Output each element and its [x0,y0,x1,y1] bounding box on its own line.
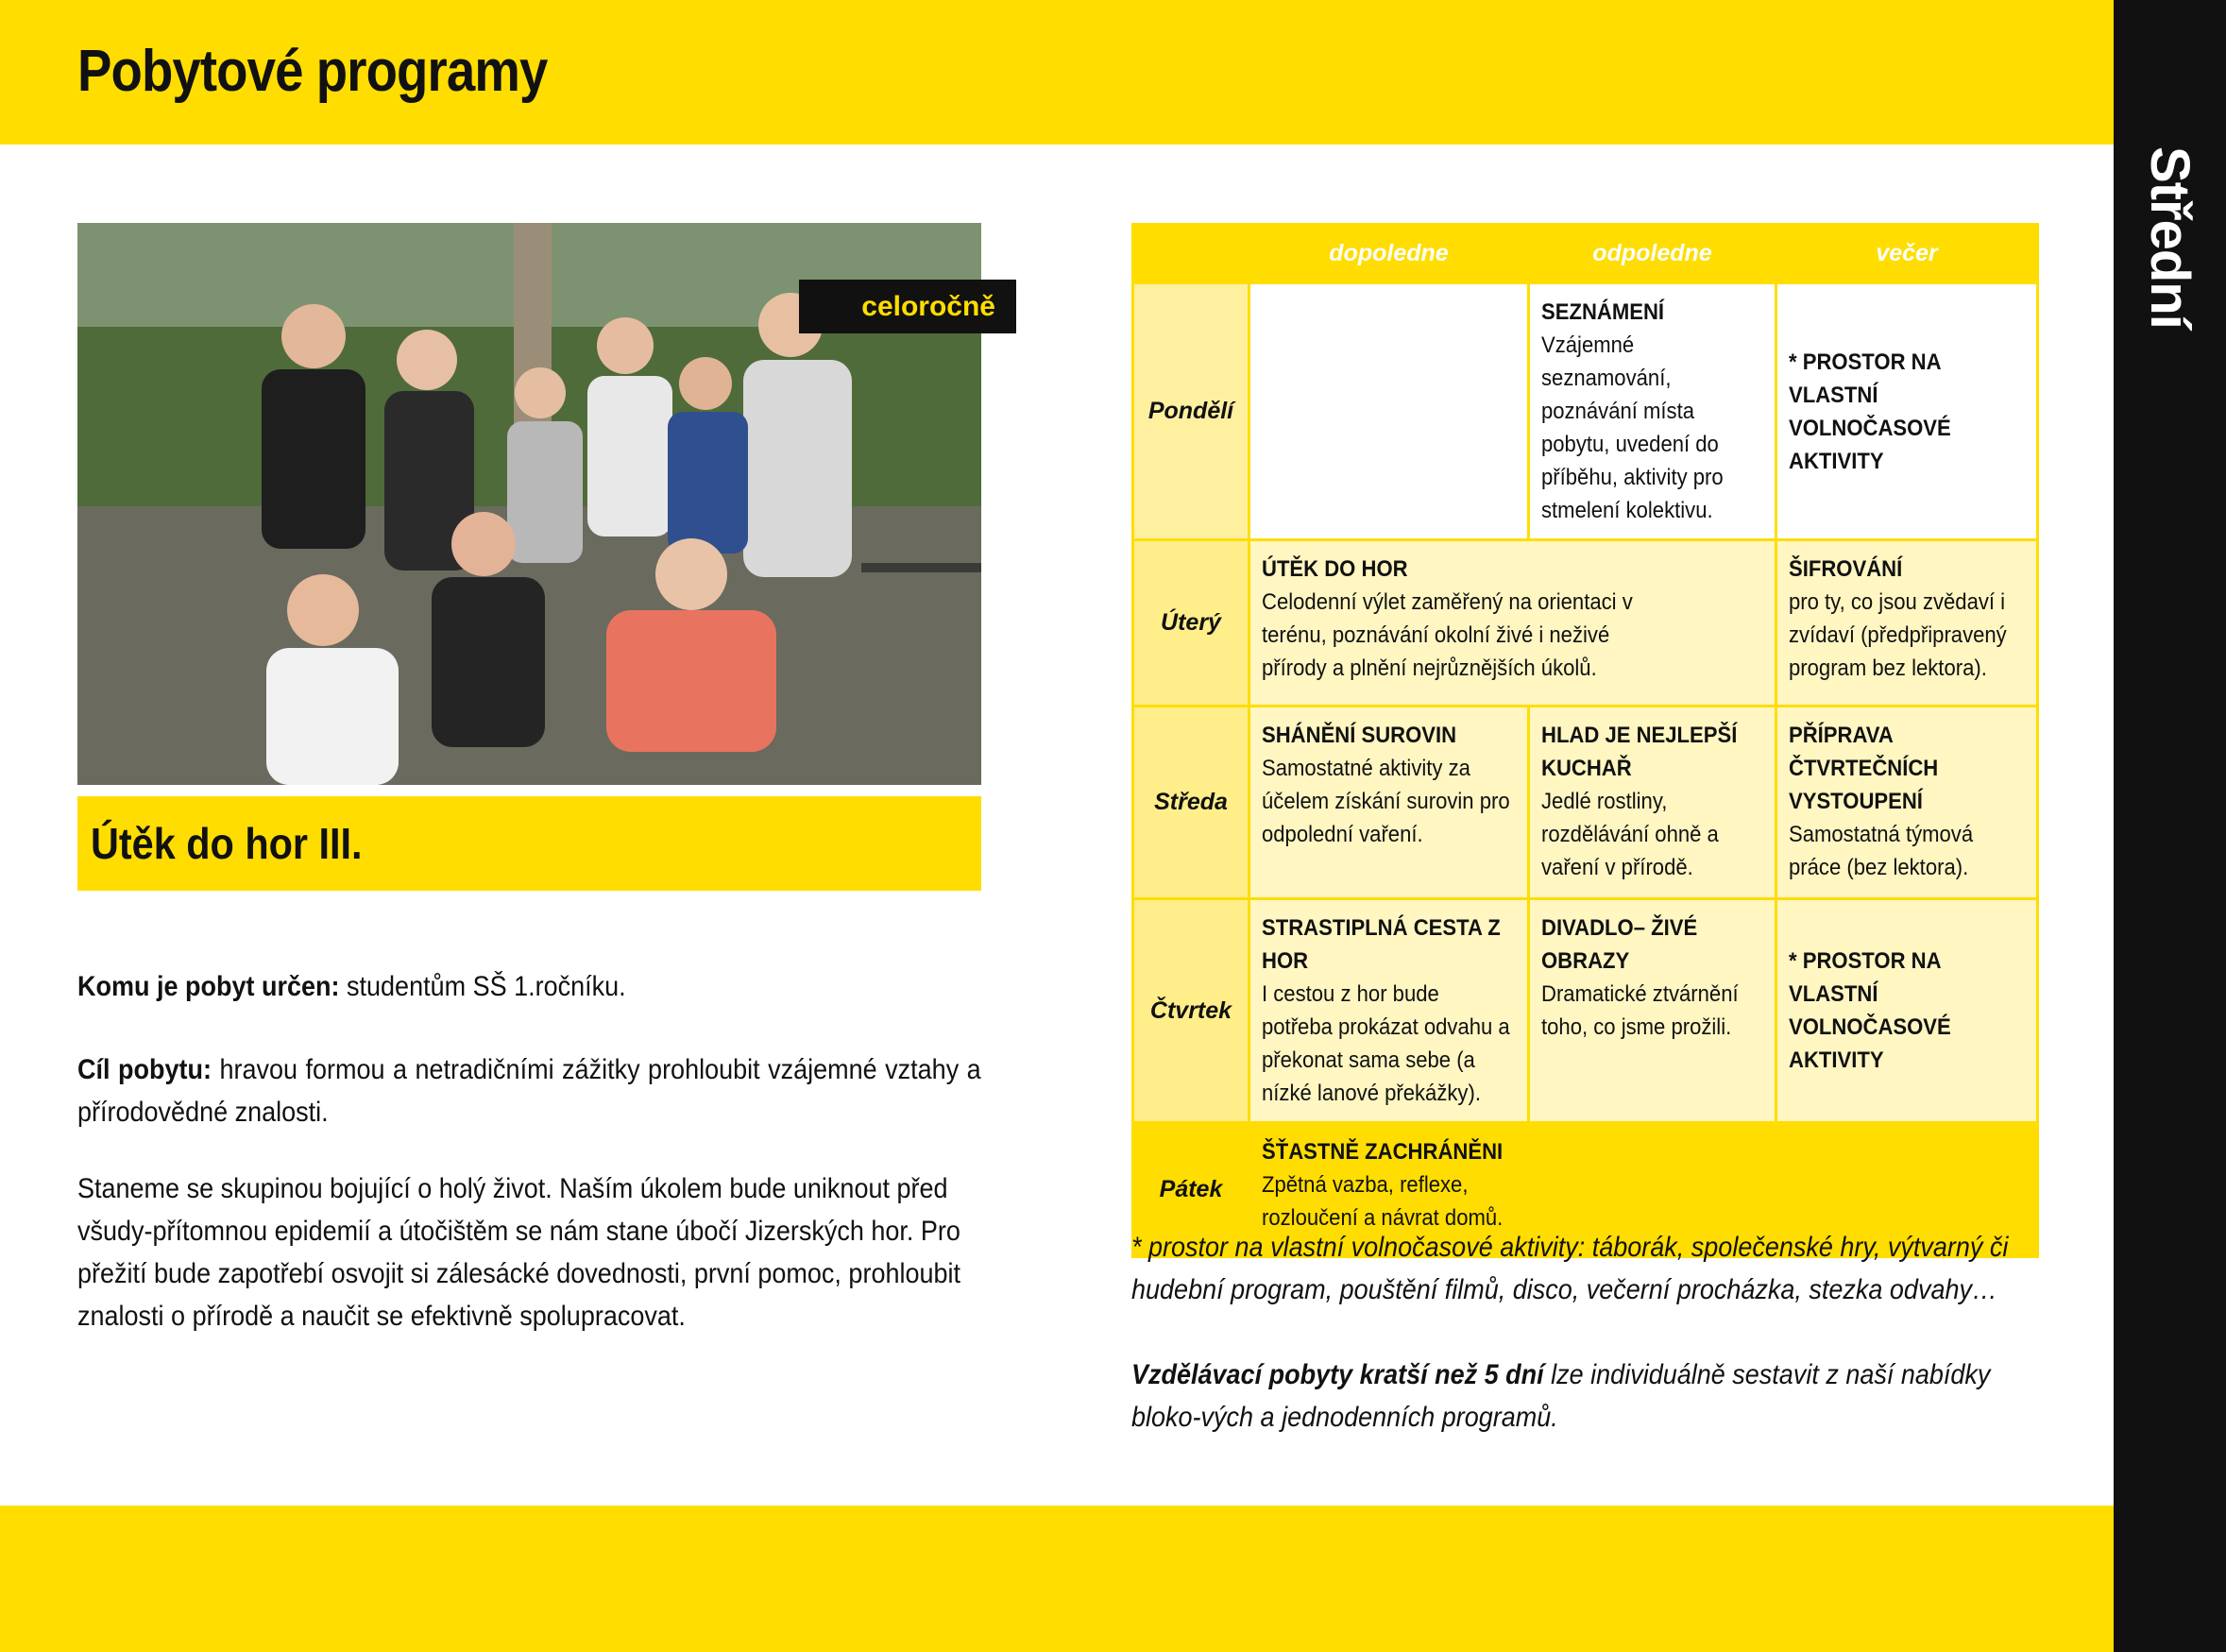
short-stays-label: Vzdělávací pobyty kratší než 5 dní [1131,1359,1544,1390]
col-header-evening: večer [1776,225,2038,283]
activity-desc: Dramatické ztvárnění toho, co jsme prožili. [1541,981,1739,1040]
activity-title: HLAD JE NEJLEPŠÍ KUCHAŘ [1541,723,1738,781]
cell-evening [1776,283,2038,540]
activity-title: STRASTIPLNÁ CESTA Z HOR [1262,915,1501,974]
description-paragraph: Staneme se skupinou bojující o holý život. Naším úkolem bude uniknout před všudy-přítomnou epidemií a útočištěm se nám stane úbočí Jizerských hor. Pro přežití bude zapotřebí osvojit si zálesácké dovednosti, první pomoc, prohloubit znalosti o přírodě a naučit se efektivně spolupracovat. [77,1173,961,1332]
day-label: Úterý [1133,540,1249,707]
goal-label: Cíl pobytu: [77,1054,212,1085]
activity-desc: Vzájemné seznamování, poznávání místa pobytu, uvedení do příběhu, aktivity pro stmelení kolektivu. [1541,332,1724,523]
target-paragraph [77,965,891,1008]
activity-desc: Samostatné aktivity za účelem získání surovin pro odpolední vaření. [1262,756,1510,847]
schedule-row-monday [1133,283,2038,540]
activity-title: PŘÍPRAVA ČTVRTEČNÍCH VYSTOUPENÍ [1789,723,1939,814]
day-label: Středa [1133,707,1249,899]
col-header-afternoon: odpoledne [1529,225,1776,283]
col-header-morning: dopoledne [1249,225,1529,283]
day-label: Čtvrtek [1133,899,1249,1123]
section-label: Střední škola [2045,146,2201,329]
goal-paragraph [77,1048,981,1133]
schedule-row-thursday [1133,899,2038,1123]
cell-morning [1249,283,1529,540]
day-label: Pondělí [1133,283,1249,540]
activity-title: DIVADLO– ŽIVÉ OBRAZY [1541,915,1698,974]
footnote-free-time: * prostor na vlastní volnočasové aktivity: táborák, společenské hry, výtvarný či hudební program, pouštění filmů, disco, večerní procházka, stezka odvahy… [1131,1232,2009,1305]
cell-full-day [1249,540,1776,707]
activity-title: * PROSTOR NA VLASTNÍ VOLNOČASOVÉ AKTIVITY [1789,349,1951,474]
footnote-short-stays [1131,1354,2032,1439]
cell-morning [1249,899,1529,1123]
activity-desc: Samostatná týmová práce (bez lektora). [1789,822,1974,880]
cell-evening [1776,899,2038,1123]
season-tag: celoročně [799,280,1016,333]
header-corner [1133,225,1249,283]
activity-title: SEZNÁMENÍ [1541,299,1665,325]
goal-value: hravou formou a netradičními zážitky prohloubit vzájemné vztahy a přírodovědné znalosti. [77,1054,981,1128]
schedule-row-wednesday [1133,707,2038,899]
activity-desc: Celodenní výlet zaměřený na orientaci v terénu, poznávání okolní živé i neživé přírody a plnění nejrůznějších úkolů. [1262,589,1633,681]
activity-title: ŠŤASTNĚ ZACHRÁNĚNI [1262,1139,1504,1165]
day-label: Pátek [1133,1123,1249,1257]
activity-desc: I cestou z hor bude potřeba prokázat odvahu a překonat sama sebe (a nízké lanové překážky). [1262,981,1510,1106]
cell-morning [1249,707,1529,899]
activity-desc: Zpětná vazba, reflexe, rozloučení a návrat domů. [1262,1172,1504,1231]
page-title: Pobytové programy [77,39,548,104]
activity-desc: Jedlé rostliny, rozdělávání ohně a vaření v přírodě. [1541,789,1719,880]
program-title: Útěk do hor III. [91,819,363,868]
cell-afternoon [1529,899,1776,1123]
schedule-row-tuesday [1133,540,2038,707]
cell-afternoon [1529,283,1776,540]
schedule-header-row [1133,225,2038,283]
short-stays-text: lze individuálně sestavit z naší nabídky bloko-vých a jednodenních programů. [1131,1359,1991,1433]
target-value: studentům SŠ 1.ročníku. [339,971,626,1002]
cell-evening [1776,707,2038,899]
footer-band [0,1506,2114,1652]
activity-title: ÚTĚK DO HOR [1262,556,1408,582]
cell-afternoon [1529,707,1776,899]
target-label: Komu je pobyt určen: [77,971,340,1002]
activity-desc: pro ty, co jsou zvědaví i zvídaví (předpřipravený program bez lektora). [1789,589,2007,681]
schedule-table [1131,223,2039,1258]
program-banner [77,796,981,891]
activity-title: SHÁNĚNÍ SUROVIN [1262,723,1457,748]
activity-title: ŠIFROVÁNÍ [1789,556,1903,582]
activity-title: * PROSTOR NA VLASTNÍ VOLNOČASOVÉ AKTIVITY [1789,948,1951,1073]
cell-evening [1776,540,2038,707]
